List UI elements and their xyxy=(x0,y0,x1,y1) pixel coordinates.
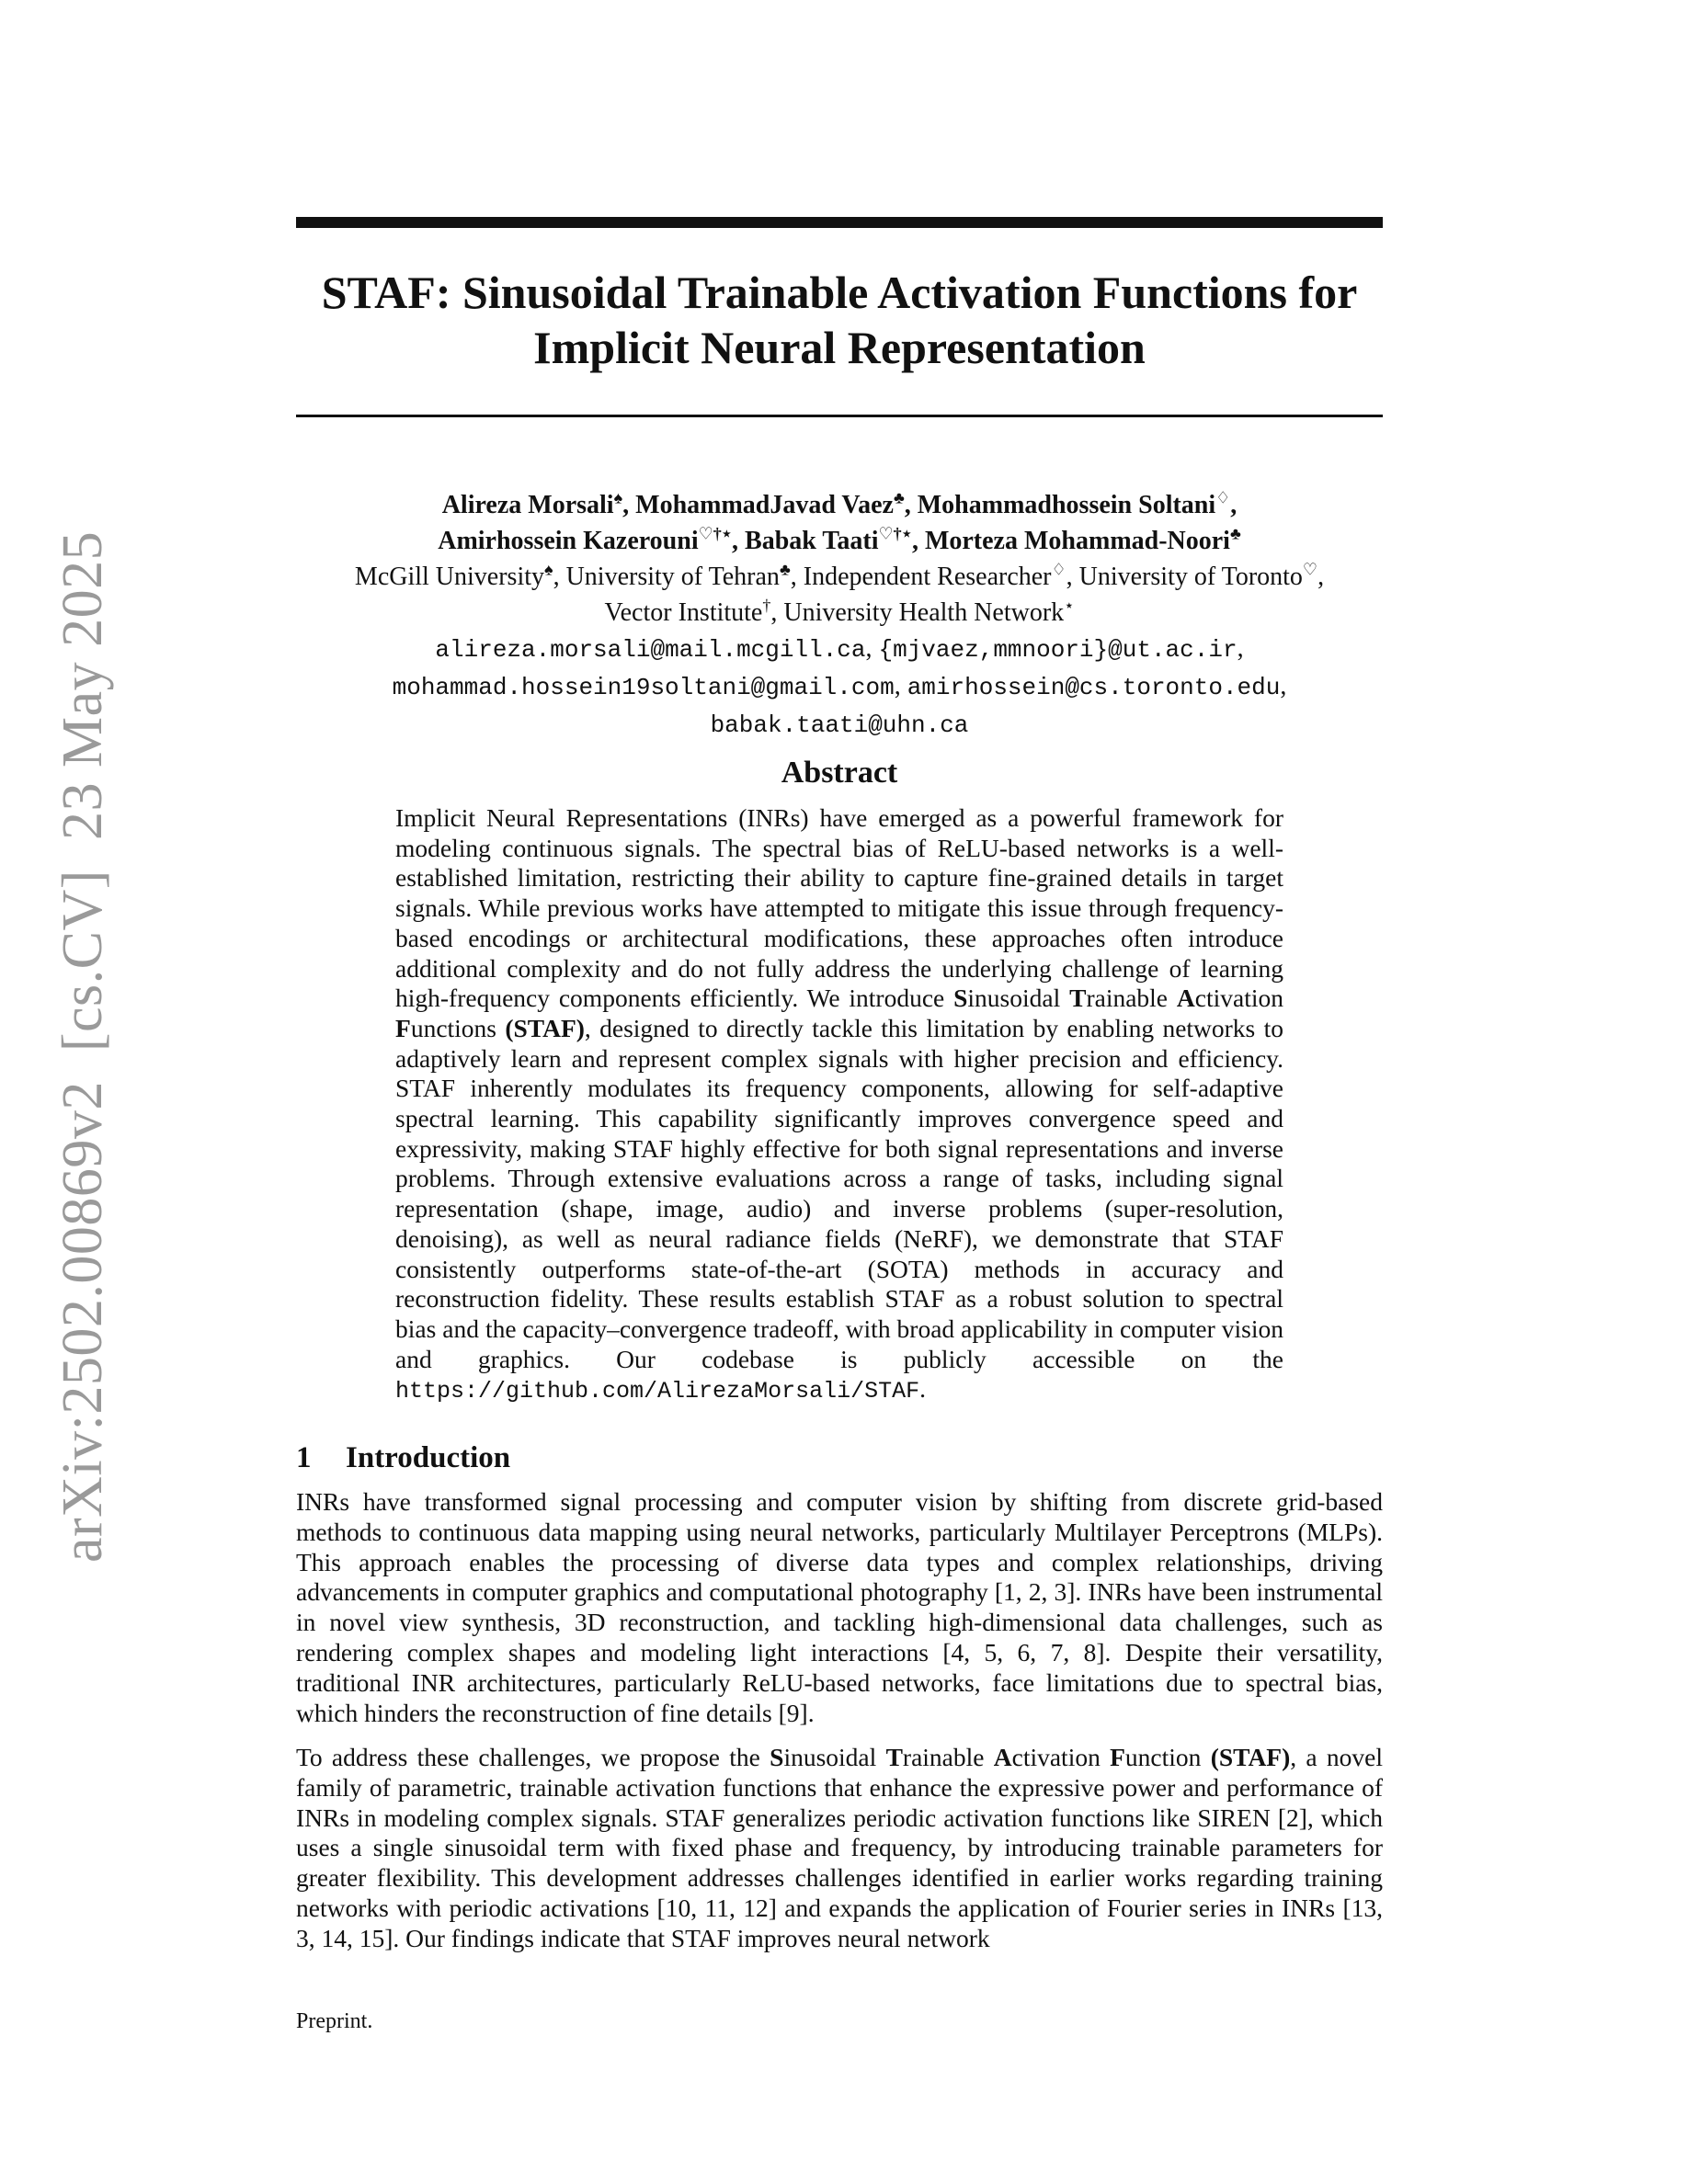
affiliation-mark: ♢ xyxy=(1051,560,1066,579)
abstract-end: . xyxy=(919,1374,926,1404)
affiliation-mark: ♣ xyxy=(779,560,791,579)
abstract-text: Implicit Neural Representations (INRs) have emerged as a powerful framework for modeling continuous signals. The spectral bias of ReLU-based networks is a well-established limitation, restricting their ability to capture fine-grained details in target signals. While previous works have attempted to mitigate this issue through frequency-based encodings or architectural modifications, these approaches often introduce additional complexity and do not fully address the underlying challenge of learning high-frequency components efficiently. We introduce xyxy=(395,803,1283,1013)
author-line-2: Amirhossein Kazerouni♡†⋆, Babak Taati♡†⋆, Morteza Mohammad-Noori♣ xyxy=(438,524,1241,555)
abstract-letter: F xyxy=(395,1013,411,1042)
affiliation-line-2: Vector Institute†, University Health Network⋆ xyxy=(604,596,1075,627)
intro-paragraph-1: INRs have transformed signal processing and computer vision by shifting from discrete grid-based methods to continuous data mapping using neural networks, particularly Multilayer Perceptrons (MLPs). This approach enables the processing of diverse data types and complex relationships, driving advancements in computer graphics and computational photography [1, 2, 3]. INRs have been instrumental in novel view synthesis, 3D reconstruction, and tackling high-dimensional data challenges, such as rendering complex shapes and modeling light interactions [4, 5, 6, 7, 8]. Despite their versatility, traditional INR architectures, particularly ReLU-based networks, face limitations due to spectral bias, which hinders the reconstruction of fine details [9]. xyxy=(296,1487,1383,1727)
abstract-letter: A xyxy=(1176,984,1195,1013)
affiliation-mark: † xyxy=(762,596,771,615)
author-name: Amirhossein Kazerouni xyxy=(438,527,699,555)
abstract-word: inusoidal xyxy=(967,984,1070,1013)
paragraph-text: , a novel family of parametric, trainable activation functions that enhance the expressive power and performance of INRs in modeling complex signals. STAF generalizes periodic activation functions like SIREN [2], which uses a single sinusoidal term with fixed phase and frequency, by introducing trainable parameters for greater flexibility. This development addresses challenges identified in earlier works regarding training networks with periodic activations [10, 11, 12] and expands the application of Fourier series in INRs [13, 3, 14, 15]. Our findings indicate that STAF improves neural network xyxy=(296,1743,1383,1952)
paragraph-word: rainable xyxy=(902,1743,994,1771)
email-line-1: alireza.morsali@mail.mcgill.ca, {mjvaez,mmnoori}@ut.ac.ir, xyxy=(435,634,1244,664)
paragraph-word: inusoidal xyxy=(783,1743,886,1771)
paragraph-acronym: (STAF) xyxy=(1210,1743,1291,1771)
paragraph-word: unction xyxy=(1124,1743,1211,1771)
affiliation-mark: ♡ xyxy=(1302,560,1318,579)
section-heading xyxy=(296,1441,510,1475)
email[interactable]: alireza.morsali@mail.mcgill.ca xyxy=(435,636,866,664)
author-name: Mohammadhossein Soltani xyxy=(917,491,1216,519)
author-block xyxy=(296,487,1383,744)
paragraph-text: To address these challenges, we propose the xyxy=(296,1743,770,1771)
codebase-link[interactable]: https://github.com/AlirezaMorsali/STAF xyxy=(395,1378,920,1405)
abstract-word: ctivation xyxy=(1194,984,1283,1013)
paragraph-letter: A xyxy=(993,1743,1012,1771)
title-line-1: STAF: Sinusoidal Trainable Activation Functions for xyxy=(321,267,1358,318)
author-mark: ♣ xyxy=(1229,524,1241,543)
arxiv-stamp: arXiv:2502.00869v2 [cs.CV] 23 May 2025 xyxy=(51,530,114,1563)
affiliation: University Health Network xyxy=(783,598,1065,627)
author-mark: ♢ xyxy=(1215,488,1231,507)
email[interactable]: mohammad.hossein19soltani@gmail.com xyxy=(392,674,895,701)
email[interactable]: amirhossein@cs.toronto.edu xyxy=(907,674,1281,701)
paragraph-letter: F xyxy=(1110,1743,1125,1771)
author-name: Babak Taati xyxy=(745,527,879,555)
affiliation: Vector Institute xyxy=(604,598,763,627)
abstract-heading: Abstract xyxy=(781,756,898,790)
abstract-acronym: (STAF) xyxy=(505,1013,585,1042)
paragraph-word: ctivation xyxy=(1011,1743,1111,1771)
abstract-word: unctions xyxy=(410,1013,506,1042)
abstract-text: , designed to directly tackle this limitation by enabling networks to adaptively learn and represent complex signals with higher precision and efficiency. STAF inherently modulates its frequency components, allowing for self-adaptive spectral learning. This capability significantly improves convergence speed and expressivity, making STAF highly effective for both signal representations and inverse problems. Through extensive evaluations across a range of tasks, including signal representation (shape, image, audio) and inverse problems (super-resolution, denoising), as well as neural radiance fields (NeRF), we demonstrate that STAF consistently outperforms state-of-the-art (SOTA) methods in accuracy and reconstruction fidelity. These results establish STAF as a robust solution to spectral bias and the capacity–convergence tradeoff, with broad applicability in computer vision and graphics. Our codebase is publicly accessible on the xyxy=(395,1013,1283,1373)
title-line-2: Implicit Neural Representation xyxy=(533,322,1146,373)
author-name: Morteza Mohammad-Noori xyxy=(924,527,1230,555)
abstract-body xyxy=(395,803,1283,1407)
abstract-word: rainable xyxy=(1086,984,1177,1013)
paper-title xyxy=(296,265,1383,375)
affiliation-mark: ♠ xyxy=(544,560,553,579)
author-name: MohammadJavad Vaez xyxy=(635,491,894,519)
affiliation-line-1: McGill University♠, University of Tehran♣, Independent Researcher♢, University of Toronto♡, xyxy=(354,560,1325,591)
author-mark: ♣ xyxy=(893,488,905,507)
abstract-letter: T xyxy=(1069,984,1087,1013)
section-number: 1 xyxy=(296,1441,312,1474)
email-line-2: mohammad.hossein19soltani@gmail.com, amirhossein@cs.toronto.edu, babak.taati@uhn.ca xyxy=(392,672,1287,739)
abstract-letter: S xyxy=(953,984,968,1013)
author-line-1: Alireza Morsali♠, MohammadJavad Vaez♣, Mohammadhossein Soltani♢, xyxy=(441,488,1237,519)
author-mark: ♡†⋆ xyxy=(878,524,912,543)
author-mark: ♠ xyxy=(613,488,623,507)
section-title: Introduction xyxy=(346,1441,511,1474)
title-bottom-rule xyxy=(296,415,1383,417)
title-top-rule xyxy=(296,217,1383,228)
intro-paragraph-2 xyxy=(296,1743,1383,1954)
affiliation-mark: ⋆ xyxy=(1064,596,1075,615)
email[interactable]: babak.taati@uhn.ca xyxy=(710,711,969,739)
affiliation: University of Tehran xyxy=(565,563,780,591)
paragraph-letter: S xyxy=(770,1743,784,1771)
affiliation: McGill University xyxy=(354,563,545,591)
affiliation: University of Toronto xyxy=(1078,563,1303,591)
paragraph-letter: T xyxy=(885,1743,903,1771)
footer-note: Preprint. xyxy=(296,2009,373,2033)
email[interactable]: {mjvaez,mmnoori}@ut.ac.ir xyxy=(878,636,1237,664)
affiliation: Independent Researcher xyxy=(803,563,1052,591)
author-mark: ♡†⋆ xyxy=(698,524,733,543)
author-name: Alireza Morsali xyxy=(441,491,614,519)
